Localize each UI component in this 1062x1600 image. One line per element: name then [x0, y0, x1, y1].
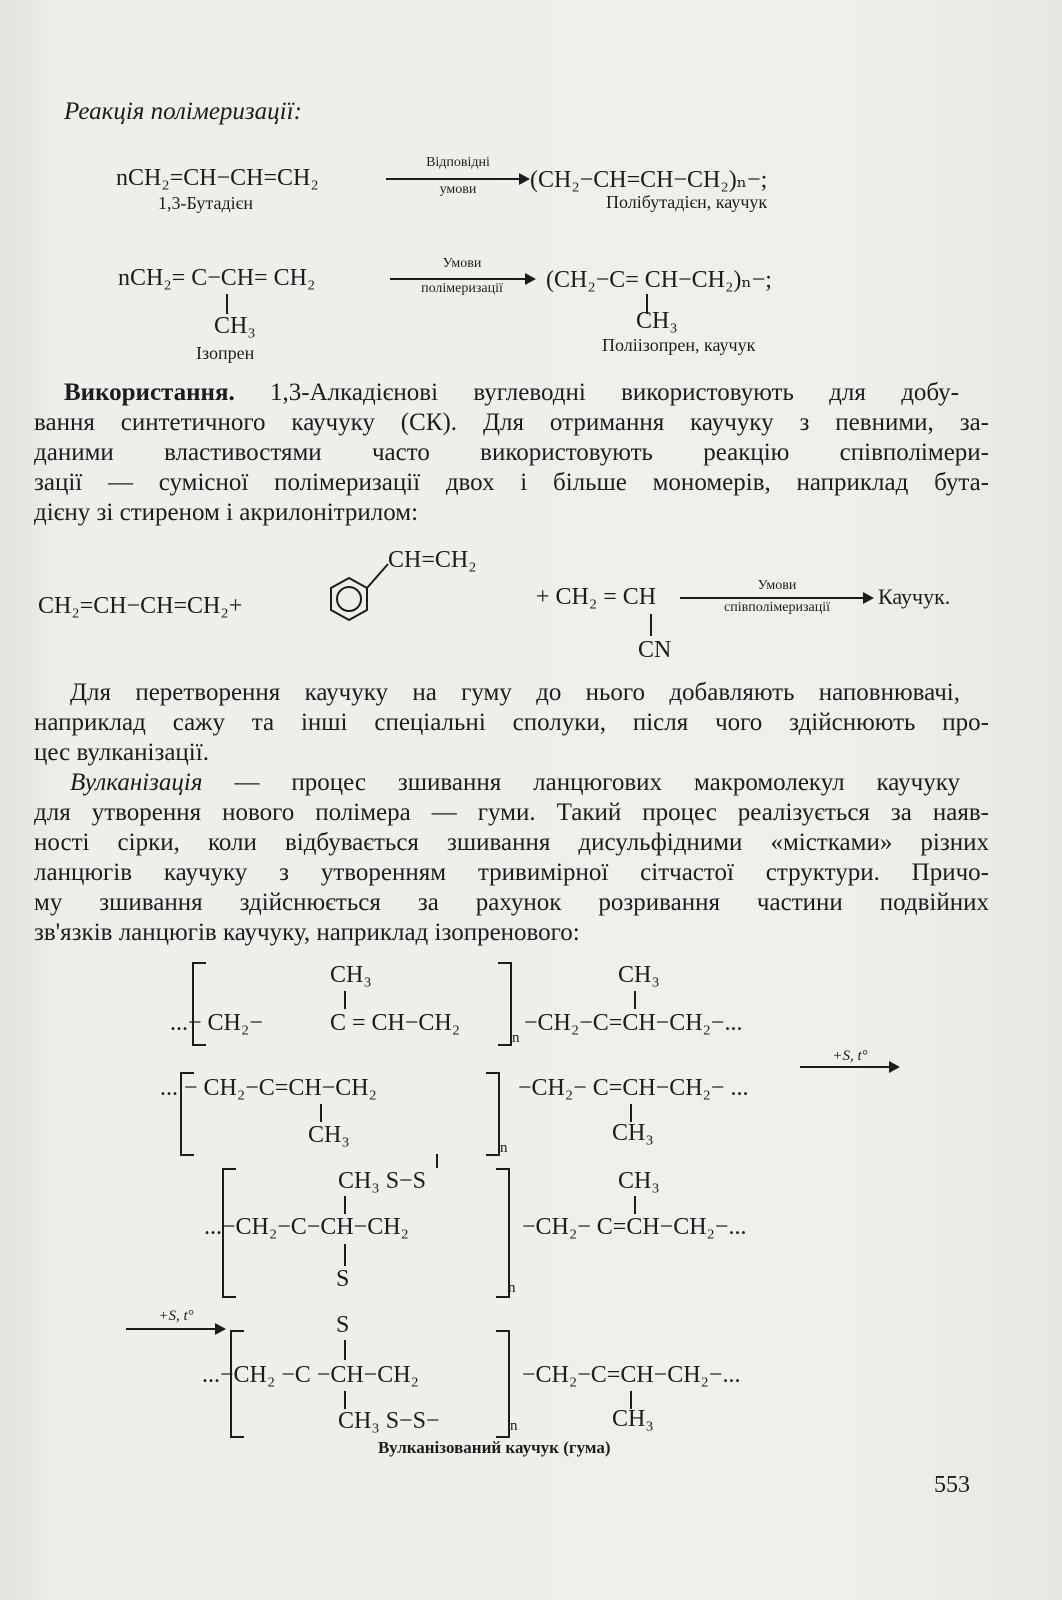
vulc-r4-bracket-right [496, 1330, 510, 1438]
para-rubber-line1: Для перетворення каучуку на гуму до нього добавляють наповнювачі, [70, 679, 960, 706]
vulc-r4-b: −CH₂−C=CH−CH₂−... [522, 1362, 741, 1388]
para-vulc-line2: для утворення нового полімера — гуми. Такий процес реалізується за наяв- [34, 799, 989, 826]
para-use-line3: даними властивостями часто використовують реакцію співполімери- [34, 439, 989, 466]
copoly-cond-bottom: співполімеризації [724, 600, 830, 615]
vulc-r1-c: −CH₂−C=CH−CH₂−... [524, 1010, 743, 1036]
reaction2-product-sub: CH₃ [636, 308, 678, 334]
vulc-r3-bond-down [344, 1244, 346, 1266]
para-vulc-line4: ланцюгів каучуку з утворенням тривимірної сітчастої структури. Причо- [34, 859, 989, 886]
para-vulc-term: Вулканізація [70, 769, 203, 796]
vulc-r3-bond-up [344, 1196, 346, 1214]
vulc-cond-1: +S, t° [832, 1048, 868, 1064]
reaction2-product-name: Поліізопрен, каучук [602, 335, 756, 355]
vulc-r2-ch3-right: CH₃ [612, 1120, 654, 1146]
vulc-r2-b: −CH₂− C=CH−CH₂− ... [518, 1075, 749, 1101]
reaction2-reactant: nCH₂= C−CH= CH₂ [118, 265, 316, 291]
reaction1-reactant: nCH₂=CH−CH=CH₂ [116, 165, 319, 191]
copoly-product: Каучук. [878, 584, 951, 609]
vulc-arrow-2 [126, 1328, 224, 1330]
para-use-text: 1,3-Алкадієнові вуглеводні використовують для добу- [270, 379, 960, 406]
vulc-r3-ch3-right: CH₃ [618, 1168, 660, 1194]
reaction1-reactant-name: 1,3-Бутадієн [158, 193, 253, 213]
vulc-r1-b: C = CH−CH₂ [330, 1010, 461, 1036]
para-use-line5: дієну зі стиреном і акрилонітрилом: [34, 499, 419, 526]
reaction2-reactant-name: Ізопрен [196, 343, 255, 363]
vulc-r3-n: n [508, 1280, 516, 1296]
para-rubber-line2: наприклад сажу та інші спеціальні сполуки, після чого здійснюють про- [34, 709, 989, 736]
section-heading: Реакція полімеризації: [64, 98, 302, 125]
reaction1-cond-bottom: умови [439, 182, 477, 197]
vulc-r2-s-bond [436, 1154, 438, 1168]
vulc-r1-ch3: CH₃ [330, 962, 372, 988]
para-use-line4: зації — сумісної полімеризації двох і більше мономерів, наприклад бута- [34, 469, 989, 496]
para-vulc-line5: му зшивання здійснюється за рахунок розривання частини подвійних [34, 889, 989, 916]
vulc-r4-n: n [510, 1418, 518, 1434]
para-use-bold: Використання. [64, 379, 235, 406]
vulc-r1-n: n [512, 1030, 520, 1046]
reaction2-cond-bottom: полімеризації [421, 281, 503, 296]
para-vulc-line3: ності сірки, коли відбувається зшивання дисульфідними «містками» різних [34, 829, 989, 856]
vulc-arrow-1 [800, 1066, 898, 1068]
vulc-r3-a: ...−CH₂−C−CH−CH₂ [204, 1214, 409, 1240]
vulc-r2-ch3: CH₃ [308, 1122, 350, 1148]
vulc-r2-bracket-right [486, 1072, 500, 1156]
reaction1-product-name: Полібутадієн, каучук [606, 192, 768, 212]
copoly-acrylonitrile: + CH₂ = CH [536, 584, 657, 610]
copoly-cn-bond [650, 614, 652, 636]
vulc-r3-bond-right [634, 1196, 636, 1214]
reaction1-product: (CH₂−CH=CH−CH₂)ₙ−; [530, 167, 768, 193]
vulc-r3-b: −CH₂− C=CH−CH₂−... [522, 1214, 747, 1240]
vulc-r1-bond [344, 991, 346, 1009]
copoly-cn: CN [638, 637, 672, 663]
para-vulc-line1 [70, 768, 960, 798]
vulc-r4-bottom: CH₃ S−S− [338, 1408, 440, 1434]
reaction2-reactant-sub: CH₃ [214, 313, 256, 339]
reaction1-cond-top: Відповідні [426, 155, 490, 170]
vulc-r3-s: S [336, 1266, 350, 1292]
para-vulc-line6: зв'язків ланцюгів каучуку, наприклад ізопренового: [34, 919, 580, 946]
vulc-r1-bond-right [634, 991, 636, 1009]
vulc-r1-bracket-right [498, 962, 512, 1046]
para-rubber-line3: цес вулканізації. [34, 739, 209, 766]
vulc-r4-bond-down [344, 1391, 346, 1409]
vulc-r2-bond [320, 1104, 322, 1122]
vulc-r3-top: CH₃ S−S [338, 1168, 426, 1194]
vulc-r1-ch3-right: CH₃ [618, 962, 660, 988]
vulc-r4-s: S [336, 1312, 350, 1338]
page-number: 553 [934, 1472, 970, 1498]
vulc-r4-a: ...−CH₂ −C −CH−CH₂ [202, 1362, 419, 1388]
vulc-r1-a: ...− CH₂− [170, 1010, 263, 1036]
para-vulc-text: — процес зшивання ланцюгових макромолекул каучуку [234, 769, 960, 796]
vulc-r3-bracket-right [496, 1168, 510, 1298]
para-use-line2: вання синтетичного каучуку (СК). Для отримання каучуку з певними, за- [34, 409, 989, 436]
vulc-r2-a: ... − CH₂−C=CH−CH₂ [160, 1075, 377, 1101]
copoly-arrow [680, 597, 872, 599]
vulc-caption: Вулканізований каучук (гума) [378, 1438, 611, 1457]
vulc-r4-bond-up [344, 1340, 346, 1360]
copoly-cond-top: Умови [757, 578, 797, 593]
copoly-butadiene: CH₂=CH−CH=CH₂+ [38, 593, 243, 619]
vulc-r4-ch3-right: CH₃ [612, 1406, 654, 1432]
reaction2-product: (CH₂−C= CH−CH₂)ₙ−; [546, 267, 772, 293]
vulc-r2-n: n [500, 1140, 508, 1156]
copoly-styrene-sub: CH=CH₂ [388, 547, 477, 573]
vulc-cond-2: +S, t° [158, 1308, 194, 1324]
reaction2-cond-top: Умови [442, 256, 482, 271]
